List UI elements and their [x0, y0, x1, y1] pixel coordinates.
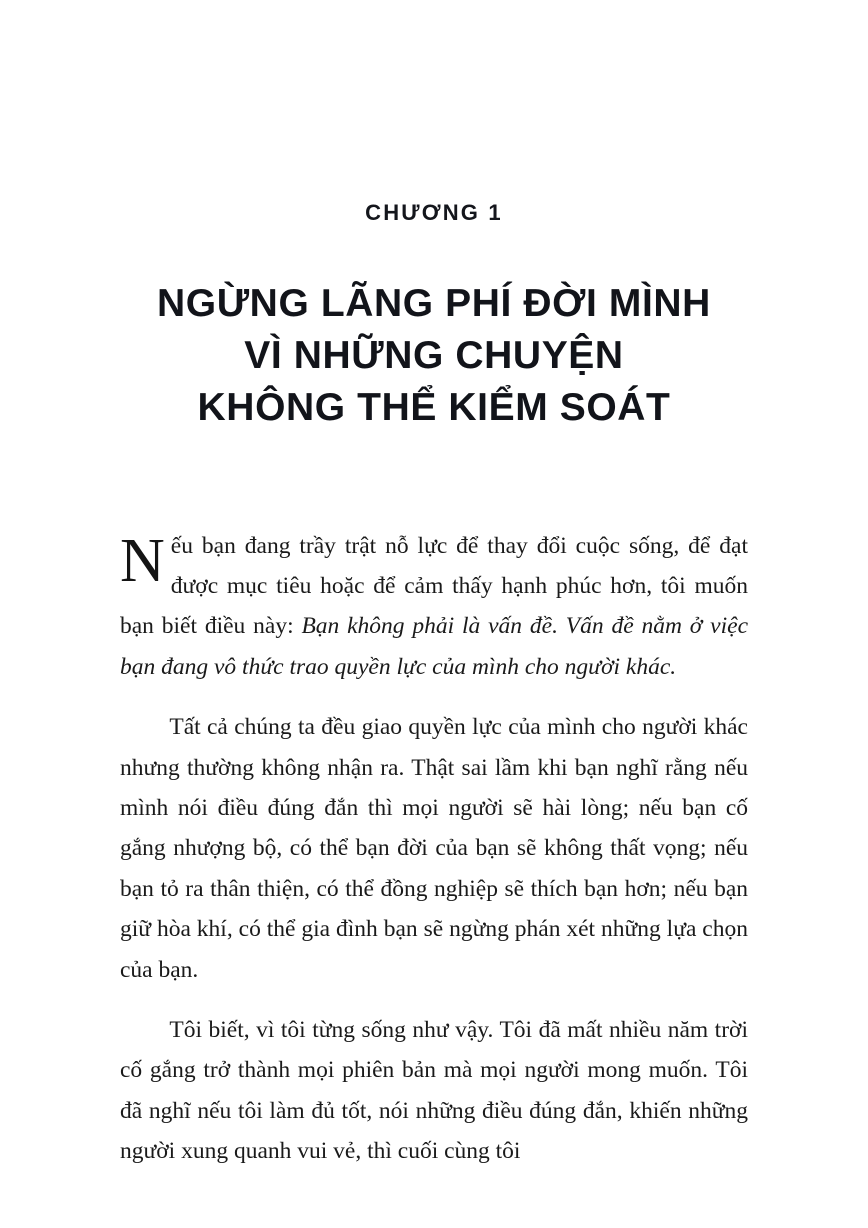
page-title — [120, 278, 748, 434]
paragraph-first — [120, 526, 748, 688]
paragraph-third: Tôi biết, vì tôi từng sống như vậy. Tôi đã mất nhiều năm trời cố gắng trở thành mọi phiên bản mà mọi người mong muốn. Tôi đã nghĩ nếu tôi làm đủ tốt, nói những điều đúng đắn, khiến những người xung quanh vui vẻ, thì cuối cùng tôi — [120, 1017, 748, 1165]
chapter-title-line-2: VÌ NHỮNG CHUYỆN — [244, 333, 624, 377]
chapter-title-line-3: KHÔNG THỂ KIỂM SOÁT — [197, 385, 671, 429]
chapter-heading — [120, 0, 748, 434]
chapter-title-line-1: NGỪNG LÃNG PHÍ ĐỜI MÌNH — [157, 282, 711, 325]
paragraph-second: Tất cả chúng ta đều giao quyền lực của mình cho người khác nhưng thường không nhận ra. Thật sai lầm khi bạn nghĩ rằng nếu mình nói điều đúng đắn thì mọi người sẽ hài lòng; nếu bạn cố gắng nhượng bộ, có thể bạn đời của bạn sẽ không thất vọng; nếu bạn tỏ ra thân thiện, có thể đồng nghiệp sẽ thích bạn hơn; nếu bạn giữ hòa khí, có thể gia đình bạn sẽ ngừng phán xét những lựa chọn của bạn. — [120, 714, 748, 983]
chapter-label: CHƯƠNG 1 — [365, 200, 503, 225]
paragraph-first-emphasis: Bạn không phải là vấn đề. Vấn đề nằm ở việc bạn đang vô thức trao quyền lực của mình cho người khác. — [120, 613, 748, 680]
body-text — [120, 526, 748, 1172]
paragraph-first-lead: ếu bạn đang trầy trật nỗ lực để thay đổi cuộc sống, để đạt được mục tiêu hoặc để cảm thấy hạnh phúc hơn, tôi muốn bạn biết điều này: — [120, 532, 748, 640]
drop-cap: N — [120, 526, 165, 595]
